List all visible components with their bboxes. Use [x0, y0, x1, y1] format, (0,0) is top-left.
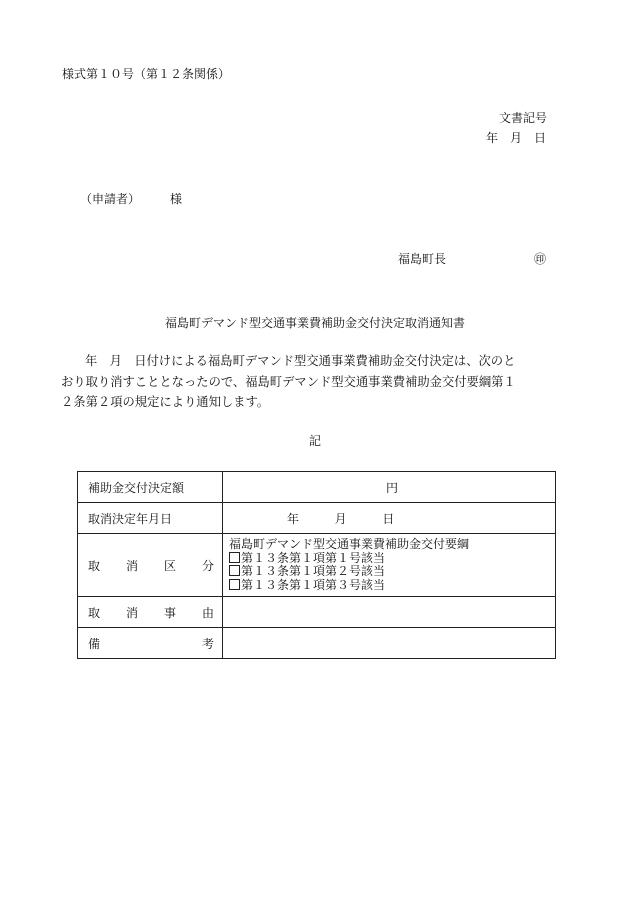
day-unit: 日	[382, 511, 395, 526]
cancel-date-label: 取消決定年月日	[78, 503, 223, 534]
option-text: 第１３条第１項第１号該当	[241, 550, 386, 565]
category-option-2	[229, 565, 555, 579]
label-char: 消	[125, 558, 138, 573]
table-row	[78, 597, 556, 628]
body-line-2: おり取り消すこととなったので、福島町デマンド型交通事業費補助金交付要綱第１	[61, 374, 516, 389]
ki-heading: 記	[308, 434, 321, 448]
label-char: 考	[201, 636, 214, 651]
body-line-3: ２条第２項の規定により通知します。	[61, 395, 270, 409]
label-char: 事	[163, 605, 176, 620]
table-row	[78, 628, 556, 659]
issue-date: 年 月 日	[485, 131, 546, 145]
seal-mark: ㊞	[534, 252, 547, 266]
checkbox-icon[interactable]	[229, 579, 240, 590]
document-title: 福島町デマンド型交通事業費補助金交付決定取消通知書	[164, 316, 465, 330]
cancel-reason-label	[78, 597, 223, 628]
cancel-category-label	[78, 534, 223, 597]
table-row	[78, 472, 556, 503]
document-number-label: 文書記号	[498, 111, 547, 125]
form-number: 様式第１０号（第１２条関係）	[62, 67, 231, 81]
label-char: 区	[163, 558, 176, 573]
option-text: 第１３条第１項第２号該当	[241, 564, 386, 578]
year-unit: 年	[287, 511, 300, 526]
amount-label: 補助金交付決定額	[78, 472, 223, 503]
table-row	[78, 503, 556, 534]
remarks-label	[78, 628, 223, 659]
detail-table	[77, 471, 556, 659]
yen-unit: 円	[385, 480, 398, 495]
month-unit: 月	[334, 511, 347, 526]
body-line-1: 年 月 日付けによる福島町デマンド型交通事業費補助金交付決定は、次のと	[85, 354, 516, 368]
table-row	[78, 534, 556, 597]
label-char: 備	[88, 636, 101, 651]
category-option-3	[229, 579, 555, 593]
amount-value	[223, 472, 556, 503]
label-char: 消	[125, 605, 138, 620]
category-heading: 福島町デマンド型交通事業費補助金交付要綱	[229, 537, 470, 551]
label-char: 由	[201, 605, 214, 620]
sender-mayor: 福島町長	[398, 252, 447, 266]
checkbox-icon[interactable]	[229, 565, 240, 576]
body-paragraph	[61, 351, 566, 413]
label-char: 取	[88, 605, 101, 620]
cancel-reason-value[interactable]	[223, 597, 556, 628]
remarks-value[interactable]	[223, 628, 556, 659]
label-char: 取	[88, 558, 101, 573]
cancel-category-value	[223, 534, 556, 597]
cancel-date-value	[223, 503, 556, 534]
category-option-1	[229, 552, 555, 566]
label-char: 分	[201, 558, 214, 573]
applicant-addressee: （申請者） 様	[80, 192, 183, 206]
option-text: 第１３条第１項第３号該当	[241, 577, 386, 592]
checkbox-icon[interactable]	[229, 552, 240, 563]
